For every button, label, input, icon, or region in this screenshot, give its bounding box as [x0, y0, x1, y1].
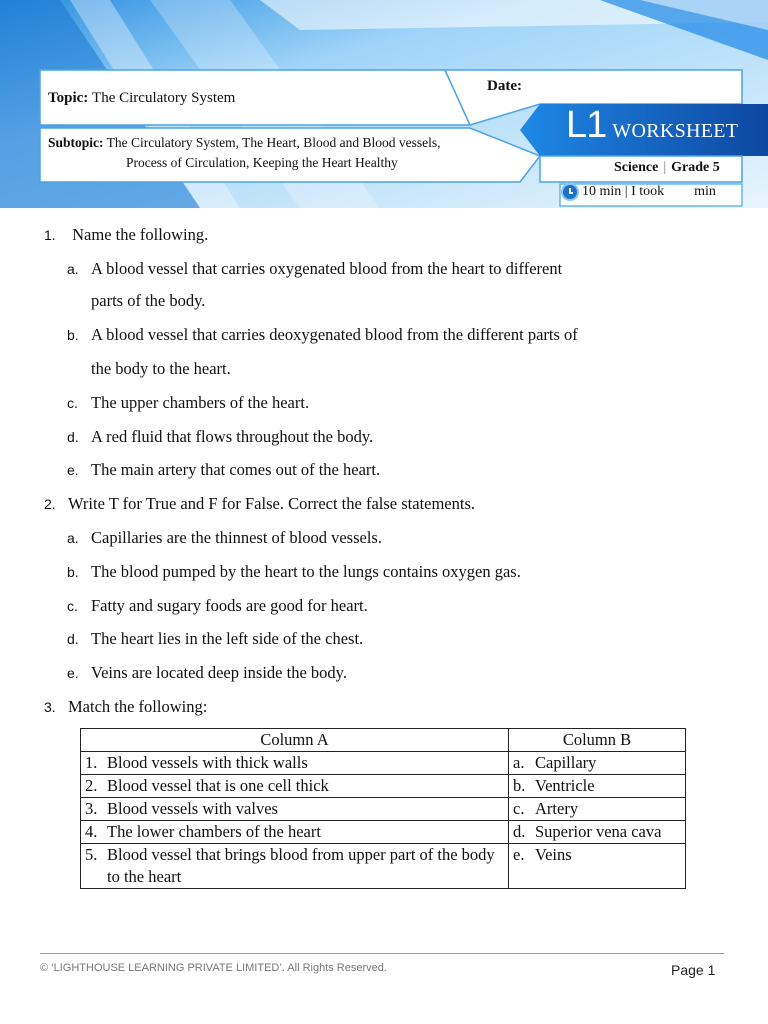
item-text: Veins are located deep inside the body. — [91, 663, 347, 682]
question-1 — [44, 225, 208, 245]
item-letter: e. — [67, 462, 79, 478]
row-number: 1. — [85, 753, 98, 772]
item-text: A blood vessel that carries deoxygenated blood from the different parts of — [91, 325, 578, 344]
row-number: 3. — [85, 799, 98, 818]
table-row — [81, 821, 686, 844]
subtopic-line2: Process of Circulation, Keeping the Heart Healthy — [126, 155, 398, 170]
table-row — [81, 844, 686, 889]
clock-icon — [563, 185, 577, 199]
table-row — [81, 752, 686, 775]
item-text: A red fluid that flows throughout the body. — [91, 427, 374, 446]
row-letter: b. — [513, 776, 526, 795]
question-number: 3. — [44, 699, 56, 715]
row-letter: c. — [513, 799, 525, 818]
row-text: Blood vessel that is one cell thick — [107, 776, 329, 795]
item-letter: d. — [67, 429, 79, 445]
level-badge — [566, 104, 738, 147]
table-row — [81, 798, 686, 821]
question-text: Match the following: — [68, 697, 208, 716]
question-number: 2. — [44, 496, 56, 512]
row-text: Capillary — [535, 753, 597, 772]
column-b-cell — [509, 775, 686, 798]
row-text: Blood vessels with thick walls — [107, 753, 308, 772]
table-row — [81, 775, 686, 798]
match-table — [80, 728, 686, 889]
question-2 — [44, 494, 475, 514]
q1-item-b — [67, 325, 578, 345]
item-text: The upper chambers of the heart. — [91, 393, 310, 412]
row-text: Ventricle — [535, 776, 595, 795]
q2-item-b — [67, 562, 521, 582]
row-number: 5. — [85, 845, 98, 864]
item-letter: a. — [67, 261, 79, 277]
row-number: 2. — [85, 776, 98, 795]
grade-label: Grade 5 — [671, 160, 720, 175]
time-box — [563, 184, 716, 200]
table-header-row — [81, 729, 686, 752]
level-label: L1 — [566, 104, 607, 146]
worksheet-header — [0, 0, 768, 208]
column-a-cell — [81, 821, 509, 844]
row-text: Blood vessels with valves — [107, 799, 278, 818]
subject-label: Science — [614, 160, 659, 175]
item-letter: c. — [67, 395, 78, 411]
item-text: Capillaries are the thinnest of blood vessels. — [91, 528, 382, 547]
worksheet-label: WORKSHEET — [612, 120, 739, 142]
item-text: Fatty and sugary foods are good for heart. — [91, 596, 368, 615]
column-b-cell — [509, 821, 686, 844]
item-letter: e. — [67, 665, 79, 681]
row-letter: e. — [513, 845, 525, 864]
q2-item-e — [67, 663, 347, 683]
q1-item-a — [67, 259, 562, 279]
page-number: Page 1 — [671, 962, 716, 978]
column-b-cell — [509, 798, 686, 821]
row-text: Blood vessel that brings blood from upper part of the body to the heart — [107, 845, 495, 886]
item-letter: c. — [67, 598, 78, 614]
q1-item-e — [67, 460, 380, 480]
question-number: 1. — [44, 227, 56, 243]
q2-item-d — [67, 629, 363, 649]
item-text: The main artery that comes out of the heart. — [91, 460, 381, 479]
column-a-cell — [81, 775, 509, 798]
row-letter: a. — [513, 753, 525, 772]
column-b-header: Column B — [509, 729, 686, 752]
copyright-text: © ‘LIGHTHOUSE LEARNING PRIVATE LIMITED’. All Rights Reserved. — [40, 962, 387, 974]
q1-item-b-cont: the body to the heart. — [91, 359, 231, 378]
column-a-cell — [81, 844, 509, 889]
subtopic-label: Subtopic: — [48, 135, 104, 150]
question-text: Write T for True and F for False. Correct the false statements. — [68, 494, 476, 513]
item-letter: b. — [67, 564, 79, 580]
q2-item-a — [67, 528, 382, 548]
column-a-header: Column A — [81, 729, 509, 752]
item-text: The blood pumped by the heart to the lungs contains oxygen gas. — [91, 562, 521, 581]
question-3 — [44, 697, 207, 717]
topic-value: The Circulatory System — [92, 89, 236, 106]
q1-item-d — [67, 427, 373, 447]
q1-item-c — [67, 393, 309, 413]
subtopic-field — [48, 133, 518, 173]
row-letter: d. — [513, 822, 526, 841]
time-text: 10 min | I took — [582, 184, 665, 199]
topic-field — [40, 70, 440, 126]
row-number: 4. — [85, 822, 98, 841]
item-text: A blood vessel that carries oxygenated blood from the heart to different — [91, 259, 563, 278]
subtopic-line1: The Circulatory System, The Heart, Blood and Blood vessels, — [106, 135, 441, 150]
column-a-cell — [81, 752, 509, 775]
column-b-cell — [509, 752, 686, 775]
column-a-cell — [81, 798, 509, 821]
topic-label: Topic: — [48, 89, 89, 106]
item-letter: b. — [67, 327, 79, 343]
column-b-cell — [509, 844, 686, 889]
q2-item-c — [67, 596, 368, 616]
subject-grade: Science | Grade 5 — [614, 160, 720, 175]
item-letter: d. — [67, 631, 79, 647]
row-text: Superior vena cava — [535, 822, 662, 841]
question-text: Name the following. — [72, 225, 209, 244]
item-letter: a. — [67, 530, 79, 546]
row-text: Artery — [535, 799, 579, 818]
row-text: The lower chambers of the heart — [107, 822, 321, 841]
q1-item-a-cont: parts of the body. — [91, 291, 206, 310]
time-unit: min — [694, 184, 716, 199]
date-label: Date: — [487, 78, 522, 94]
footer-divider — [40, 953, 724, 954]
item-text: The heart lies in the left side of the chest. — [91, 629, 364, 648]
row-text: Veins — [535, 845, 572, 864]
